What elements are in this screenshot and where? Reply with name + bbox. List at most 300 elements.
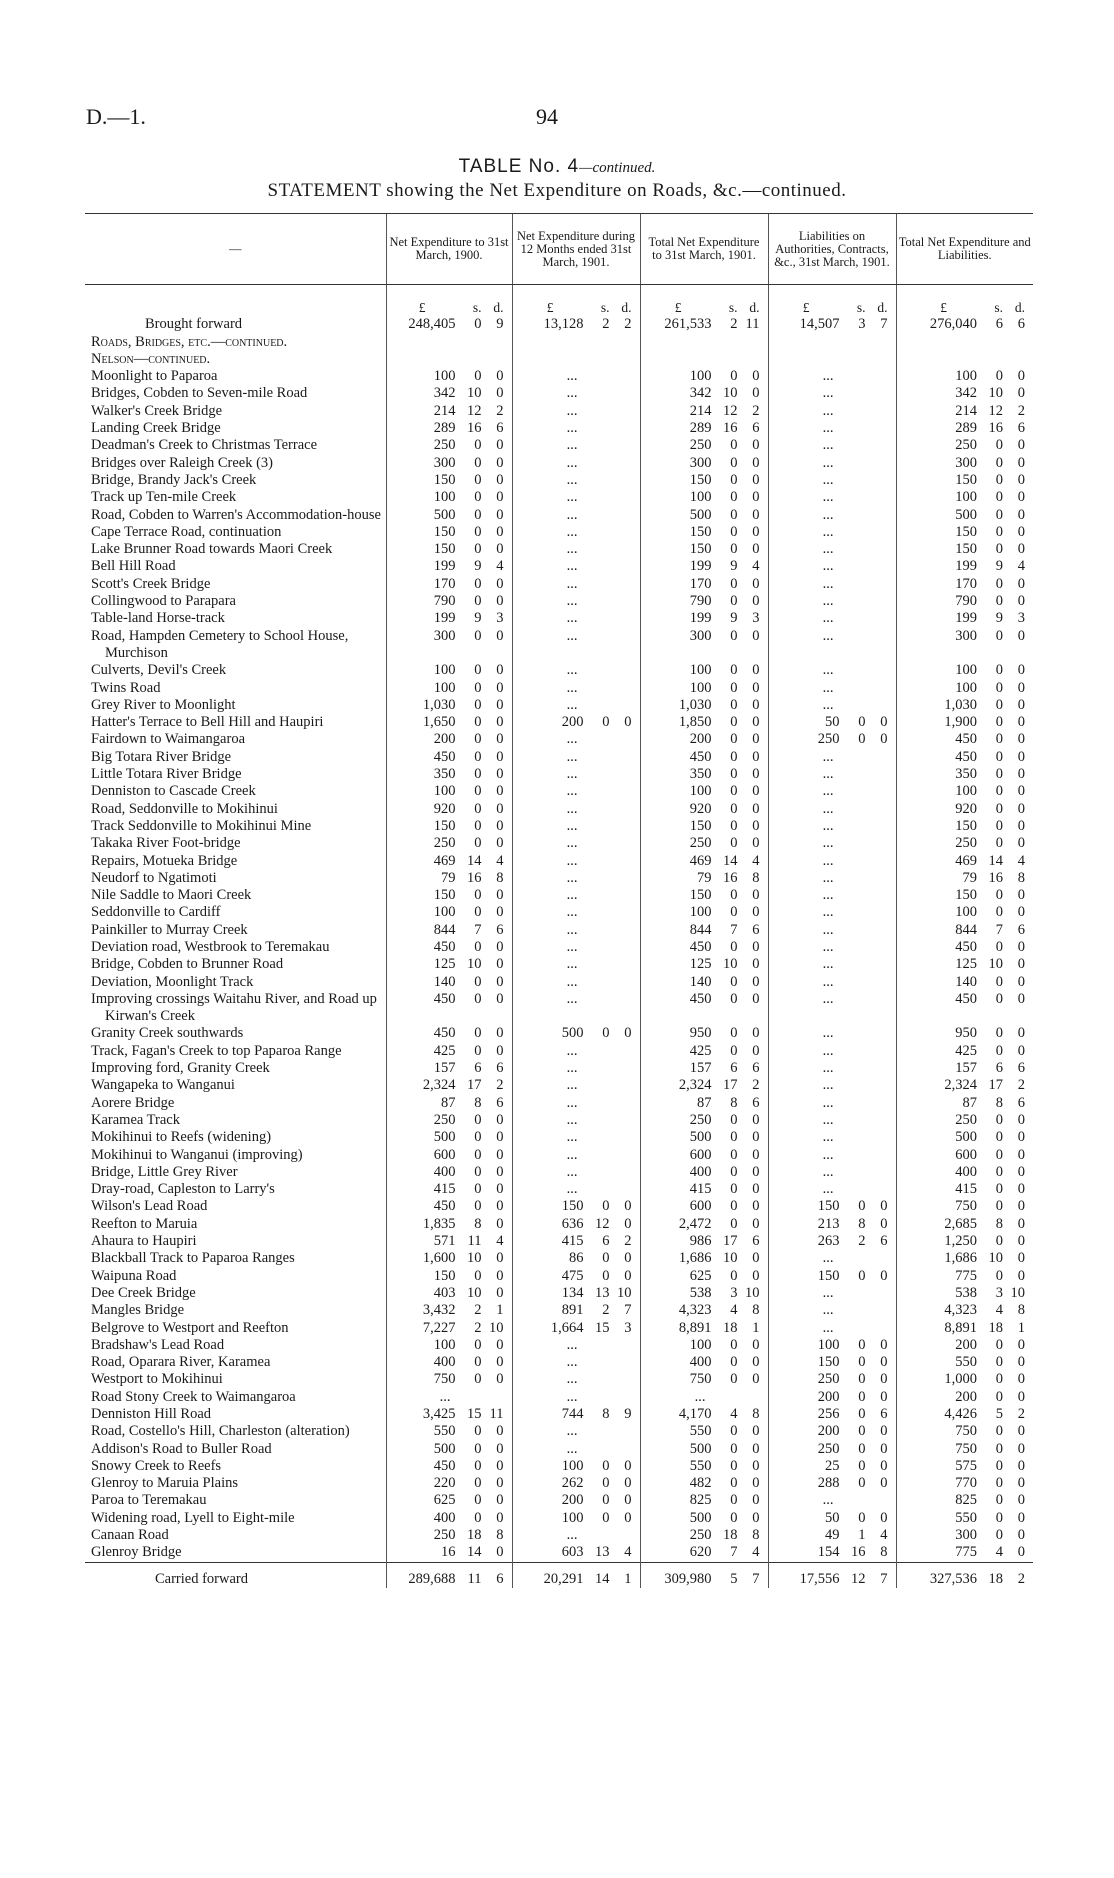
pence: 0 (752, 938, 760, 955)
table-row (85, 853, 1033, 870)
table-row (85, 1233, 1033, 1250)
money-value (387, 576, 504, 593)
nil-mark: ... (566, 1077, 578, 1094)
pence: 4 (1017, 852, 1025, 869)
empty-cell (896, 351, 1033, 368)
shillings: 10 (723, 385, 738, 402)
shillings: 0 (995, 1440, 1003, 1457)
money-value (897, 714, 1026, 731)
pence: 0 (1017, 575, 1025, 592)
pounds: 289 (433, 420, 456, 437)
table-row (85, 1164, 1033, 1181)
row-value (386, 1181, 512, 1198)
row-description-text: Road, Cobden to Warren's Accommodation-house (91, 506, 381, 523)
shillings: 0 (474, 973, 482, 990)
shillings: 0 (995, 679, 1003, 696)
row-value (512, 1233, 640, 1250)
pounds: 199 (955, 610, 977, 627)
pence: 6 (496, 921, 504, 938)
row-value (386, 489, 512, 506)
row-description-text: Blackball Track to Paparoa Ranges (91, 1250, 295, 1267)
table-row (85, 1354, 1033, 1371)
money-value (641, 1025, 760, 1042)
carried-forward-value (768, 1562, 896, 1588)
pence: 0 (752, 714, 760, 731)
row-description-text: Denniston Hill Road (91, 1406, 212, 1422)
pounds: 500 (689, 1440, 712, 1457)
money-value (897, 1475, 1026, 1492)
shillings: 0 (730, 1111, 738, 1128)
row-description-text: Table-land Horse-track (91, 610, 225, 627)
row-description (85, 472, 386, 489)
row-value (896, 1181, 1033, 1198)
pence: 0 (752, 1025, 760, 1042)
shillings: 4 (995, 1302, 1003, 1319)
nil-mark: ... (822, 368, 834, 385)
table-row (85, 1544, 1033, 1562)
row-description-text: Dray-road, Capleston to Larry's (91, 1181, 275, 1198)
row-description-text: Granity Creek southwards (91, 1025, 244, 1042)
shillings: 9 (474, 558, 482, 575)
carried-forward-row (85, 1562, 1033, 1588)
row-description (85, 1060, 386, 1077)
row-value (896, 991, 1033, 1026)
pounds: 450 (689, 748, 712, 765)
shillings: 0 (474, 1198, 482, 1215)
table-row (85, 1285, 1033, 1302)
row-value (768, 1198, 896, 1215)
pence: 0 (1017, 1267, 1025, 1284)
row-value (512, 939, 640, 956)
table-row (85, 870, 1033, 887)
pounds: 289 (955, 420, 977, 437)
row-value (512, 628, 640, 663)
pounds: 950 (955, 1025, 977, 1042)
row-value (768, 1527, 896, 1544)
row-value (768, 731, 896, 748)
pence: 0 (880, 1457, 888, 1474)
pence: 0 (752, 1198, 760, 1215)
row-value (512, 489, 640, 506)
units-cell (640, 285, 768, 317)
row-value (512, 853, 640, 870)
pence: 0 (1017, 1146, 1025, 1163)
row-value (512, 714, 640, 731)
pence: 0 (496, 990, 504, 1007)
money-value (641, 403, 760, 420)
shillings: 0 (995, 800, 1003, 817)
money-value (897, 1268, 1026, 1285)
money-value (641, 1060, 760, 1077)
money-value (387, 904, 504, 921)
pounds: 550 (955, 1354, 977, 1371)
money-value (897, 1371, 1026, 1388)
table-row (85, 1268, 1033, 1285)
nil-mark: ... (822, 489, 834, 506)
money-value (897, 974, 1026, 991)
row-description-text: Westport to Mokihinui (91, 1371, 223, 1388)
pounds: 844 (433, 921, 456, 938)
money-value (897, 1147, 1026, 1164)
table-row (85, 403, 1033, 420)
pence: 0 (752, 1457, 760, 1474)
table-row (85, 507, 1033, 524)
money-value (641, 749, 760, 766)
row-value (640, 697, 768, 714)
row-value (640, 801, 768, 818)
row-value (512, 1025, 640, 1042)
shillings: 0 (858, 714, 866, 731)
row-value (896, 1233, 1033, 1250)
row-value (640, 628, 768, 663)
shillings: 17 (723, 1233, 738, 1250)
money-value (387, 1285, 504, 1302)
pence: 1 (624, 1570, 632, 1587)
row-value (640, 1544, 768, 1562)
row-value (512, 1164, 640, 1181)
row-description (85, 1164, 386, 1181)
money-value (387, 1320, 504, 1337)
pounds: 150 (955, 471, 977, 488)
shillings: 0 (995, 1371, 1003, 1388)
shillings: 0 (730, 1181, 738, 1198)
pounds: 250 (433, 437, 456, 454)
row-description (85, 1285, 386, 1302)
pounds: 450 (433, 1457, 456, 1474)
row-description-text: Deviation road, Westbrook to Teremakau (91, 938, 330, 955)
pound-sign: £ (418, 300, 426, 315)
row-value (896, 1164, 1033, 1181)
pence: 0 (880, 1423, 888, 1440)
pence: 0 (496, 817, 504, 834)
pounds: 844 (955, 921, 977, 938)
pence: 8 (752, 1406, 760, 1422)
row-description-text: Karamea Track (91, 1111, 180, 1128)
money-value (387, 1233, 504, 1250)
row-value (386, 524, 512, 541)
nil-mark: ... (566, 817, 578, 834)
shillings: 8 (730, 1094, 738, 1111)
shillings: 0 (474, 1457, 482, 1474)
pounds: 100 (561, 1509, 584, 1526)
pence: 0 (1017, 835, 1025, 852)
row-description (85, 507, 386, 524)
row-description (85, 870, 386, 887)
nil-mark: ... (822, 385, 834, 402)
money-value (641, 974, 760, 991)
pounds: 750 (955, 1423, 977, 1440)
pounds: 482 (689, 1475, 712, 1492)
money-value (387, 385, 504, 402)
pence: 0 (752, 696, 760, 713)
pounds: 327,536 (929, 1570, 977, 1587)
shillings: 8 (474, 1094, 482, 1111)
pence: 0 (1017, 1233, 1025, 1250)
shillings: 6 (602, 1233, 610, 1250)
row-description (85, 956, 386, 973)
pounds: 100 (433, 783, 456, 800)
money-value (769, 1216, 888, 1233)
pounds: 79 (441, 869, 456, 886)
shillings: 2 (730, 316, 738, 333)
shillings: 0 (474, 575, 482, 592)
pence: 0 (752, 1492, 760, 1509)
pence: 6 (496, 420, 504, 437)
money-value (387, 1354, 504, 1371)
pence: 0 (496, 938, 504, 955)
money-value (641, 1423, 760, 1440)
shillings: 0 (858, 1371, 866, 1388)
row-value (512, 1337, 640, 1354)
row-value (640, 1129, 768, 1146)
pence: 0 (496, 1423, 504, 1440)
table-row (85, 1043, 1033, 1060)
money-value (641, 558, 760, 575)
money-value (897, 1337, 1026, 1354)
pounds: 1,650 (422, 714, 456, 731)
pounds: 920 (955, 800, 977, 817)
table-row (85, 1320, 1033, 1337)
pounds: 1,600 (422, 1250, 456, 1267)
shillings: 3 (858, 316, 866, 333)
table-body (85, 285, 1033, 1588)
shillings: 2 (474, 1302, 482, 1319)
pounds: 289 (689, 420, 712, 437)
row-description-text: Bridge, Brandy Jack's Creek (91, 471, 257, 488)
pounds: 200 (561, 1492, 584, 1509)
row-value (768, 1147, 896, 1164)
row-value (896, 1268, 1033, 1285)
money-value (897, 524, 1026, 541)
pence: 6 (496, 1570, 504, 1587)
pence: 0 (880, 1198, 888, 1215)
row-value (768, 593, 896, 610)
pence: 6 (880, 1406, 888, 1422)
row-value (640, 1250, 768, 1267)
pence: 0 (752, 783, 760, 800)
row-value (640, 455, 768, 472)
row-value (896, 455, 1033, 472)
row-value (896, 1406, 1033, 1423)
money-units (897, 299, 1026, 316)
row-value (386, 368, 512, 385)
shillings: 0 (474, 368, 482, 385)
money-value (897, 1095, 1026, 1112)
row-value (896, 1371, 1033, 1388)
pounds: 415 (561, 1233, 584, 1250)
row-value (386, 1095, 512, 1112)
shillings: 16 (988, 869, 1003, 886)
row-value (640, 1302, 768, 1319)
pence: 1 (752, 1319, 760, 1336)
pounds: 500 (433, 1129, 456, 1146)
money-value (769, 1475, 888, 1492)
row-value (640, 835, 768, 852)
shillings: 0 (995, 1163, 1003, 1180)
money-value (769, 714, 888, 731)
pence: 0 (752, 1181, 760, 1198)
shillings: 0 (995, 835, 1003, 852)
money-value (641, 887, 760, 904)
pounds: 342 (689, 385, 712, 402)
nil-mark: ... (566, 696, 578, 713)
row-value (768, 1475, 896, 1492)
row-value (512, 455, 640, 472)
pence: 0 (1017, 1475, 1025, 1492)
money-value (641, 1129, 760, 1146)
shillings: 0 (995, 714, 1003, 731)
row-value (512, 1216, 640, 1233)
row-value (386, 714, 512, 731)
row-description-text: Culverts, Devil's Creek (91, 662, 227, 679)
nil-mark: ... (822, 904, 834, 921)
money-value (897, 558, 1026, 575)
shillings: 0 (995, 1354, 1003, 1371)
pence: 0 (496, 1492, 504, 1509)
nil-mark: ... (566, 1440, 578, 1457)
shillings: 0 (730, 887, 738, 904)
pence: 0 (1017, 368, 1025, 385)
shillings: 16 (467, 420, 482, 437)
row-value (512, 904, 640, 921)
row-value (512, 1112, 640, 1129)
money-value (641, 1216, 760, 1233)
pounds: 2,324 (678, 1077, 712, 1094)
pounds: 600 (433, 1146, 456, 1163)
table-row (85, 887, 1033, 904)
nil-mark: ... (822, 956, 834, 973)
pounds: 50 (825, 1509, 840, 1526)
pence: 0 (496, 904, 504, 921)
money-value (641, 680, 760, 697)
nil-mark: ... (566, 1371, 578, 1388)
pounds: 200 (955, 1336, 977, 1353)
pounds: 825 (689, 1492, 712, 1509)
nil-mark: ... (822, 541, 834, 558)
pence: 0 (496, 1509, 504, 1526)
money-value (897, 628, 1026, 645)
shillings: 10 (988, 956, 1003, 973)
row-value (512, 1320, 640, 1337)
money-value (387, 455, 504, 472)
money-value (897, 368, 1026, 385)
money-value (387, 887, 504, 904)
row-description-text: Road, Hampden Cemetery to School House, Murchison (91, 627, 349, 661)
pence: 0 (496, 1336, 504, 1353)
money-value (387, 662, 504, 679)
page-number: 94 (536, 104, 558, 129)
row-description-text: Big Totara River Bridge (91, 748, 232, 765)
nil-mark: ... (566, 731, 578, 748)
pounds: 170 (433, 575, 456, 592)
row-value (768, 801, 896, 818)
row-value (640, 1492, 768, 1509)
row-value (640, 1164, 768, 1181)
pounds: 100 (689, 679, 712, 696)
pence: 0 (496, 627, 504, 644)
row-value (386, 1129, 512, 1146)
pounds: 450 (689, 990, 712, 1007)
row-value (768, 939, 896, 956)
pence: 1 (496, 1302, 504, 1319)
shillings: 0 (730, 817, 738, 834)
pounds: 100 (433, 679, 456, 696)
pounds: 920 (433, 800, 456, 817)
row-value (640, 507, 768, 524)
money-value (641, 1095, 760, 1112)
pence: 3 (624, 1319, 632, 1336)
nil-mark: ... (566, 1129, 578, 1146)
row-value (386, 870, 512, 887)
row-description-text: Mangles Bridge (91, 1302, 185, 1319)
shillings: 0 (995, 1423, 1003, 1440)
nil-mark: ... (566, 766, 578, 783)
money-value (769, 316, 888, 333)
shillings: 0 (995, 1181, 1003, 1198)
pence: 0 (496, 1371, 504, 1388)
shillings: 0 (474, 1509, 482, 1526)
row-value (896, 472, 1033, 489)
shillings: 0 (995, 731, 1003, 748)
shillings: 16 (723, 420, 738, 437)
pence: 0 (496, 748, 504, 765)
money-value (387, 1458, 504, 1475)
shilling-sign: s. (994, 300, 1003, 315)
pounds: 425 (433, 1042, 456, 1059)
shillings: 14 (595, 1570, 610, 1587)
money-value (641, 731, 760, 748)
row-value (768, 680, 896, 697)
row-description (85, 801, 386, 818)
pounds: 550 (689, 1457, 712, 1474)
shillings: 0 (474, 1492, 482, 1509)
money-value (897, 662, 1026, 679)
pence: 0 (1017, 454, 1025, 471)
shillings: 12 (988, 402, 1003, 419)
pounds: 1,030 (422, 696, 456, 713)
pounds: 1,030 (944, 696, 977, 713)
pounds: 100 (955, 662, 977, 679)
money-value (769, 1458, 888, 1475)
shillings: 0 (730, 1215, 738, 1232)
pence: 0 (496, 1198, 504, 1215)
pence: 0 (1017, 731, 1025, 748)
nil-mark: ... (566, 1354, 578, 1371)
shillings: 0 (730, 1267, 738, 1284)
pounds: 450 (433, 990, 456, 1007)
shillings: 9 (730, 558, 738, 575)
empty-cell (768, 334, 896, 351)
row-value (640, 1354, 768, 1371)
pounds: 790 (955, 593, 977, 610)
shilling-sign: s. (728, 300, 738, 315)
shillings: 0 (995, 1492, 1003, 1509)
row-value (512, 662, 640, 679)
money-value (387, 1527, 504, 1544)
nil-mark: ... (566, 437, 578, 454)
money-value (769, 1441, 888, 1458)
pounds: 300 (955, 1527, 977, 1544)
pence: 0 (496, 1163, 504, 1180)
row-value (896, 368, 1033, 385)
money-value (897, 541, 1026, 558)
pounds: 500 (433, 1440, 456, 1457)
money-value (897, 680, 1026, 697)
table-row (85, 766, 1033, 783)
money-value (387, 1095, 504, 1112)
pence: 0 (496, 662, 504, 679)
shillings: 4 (730, 1302, 738, 1319)
